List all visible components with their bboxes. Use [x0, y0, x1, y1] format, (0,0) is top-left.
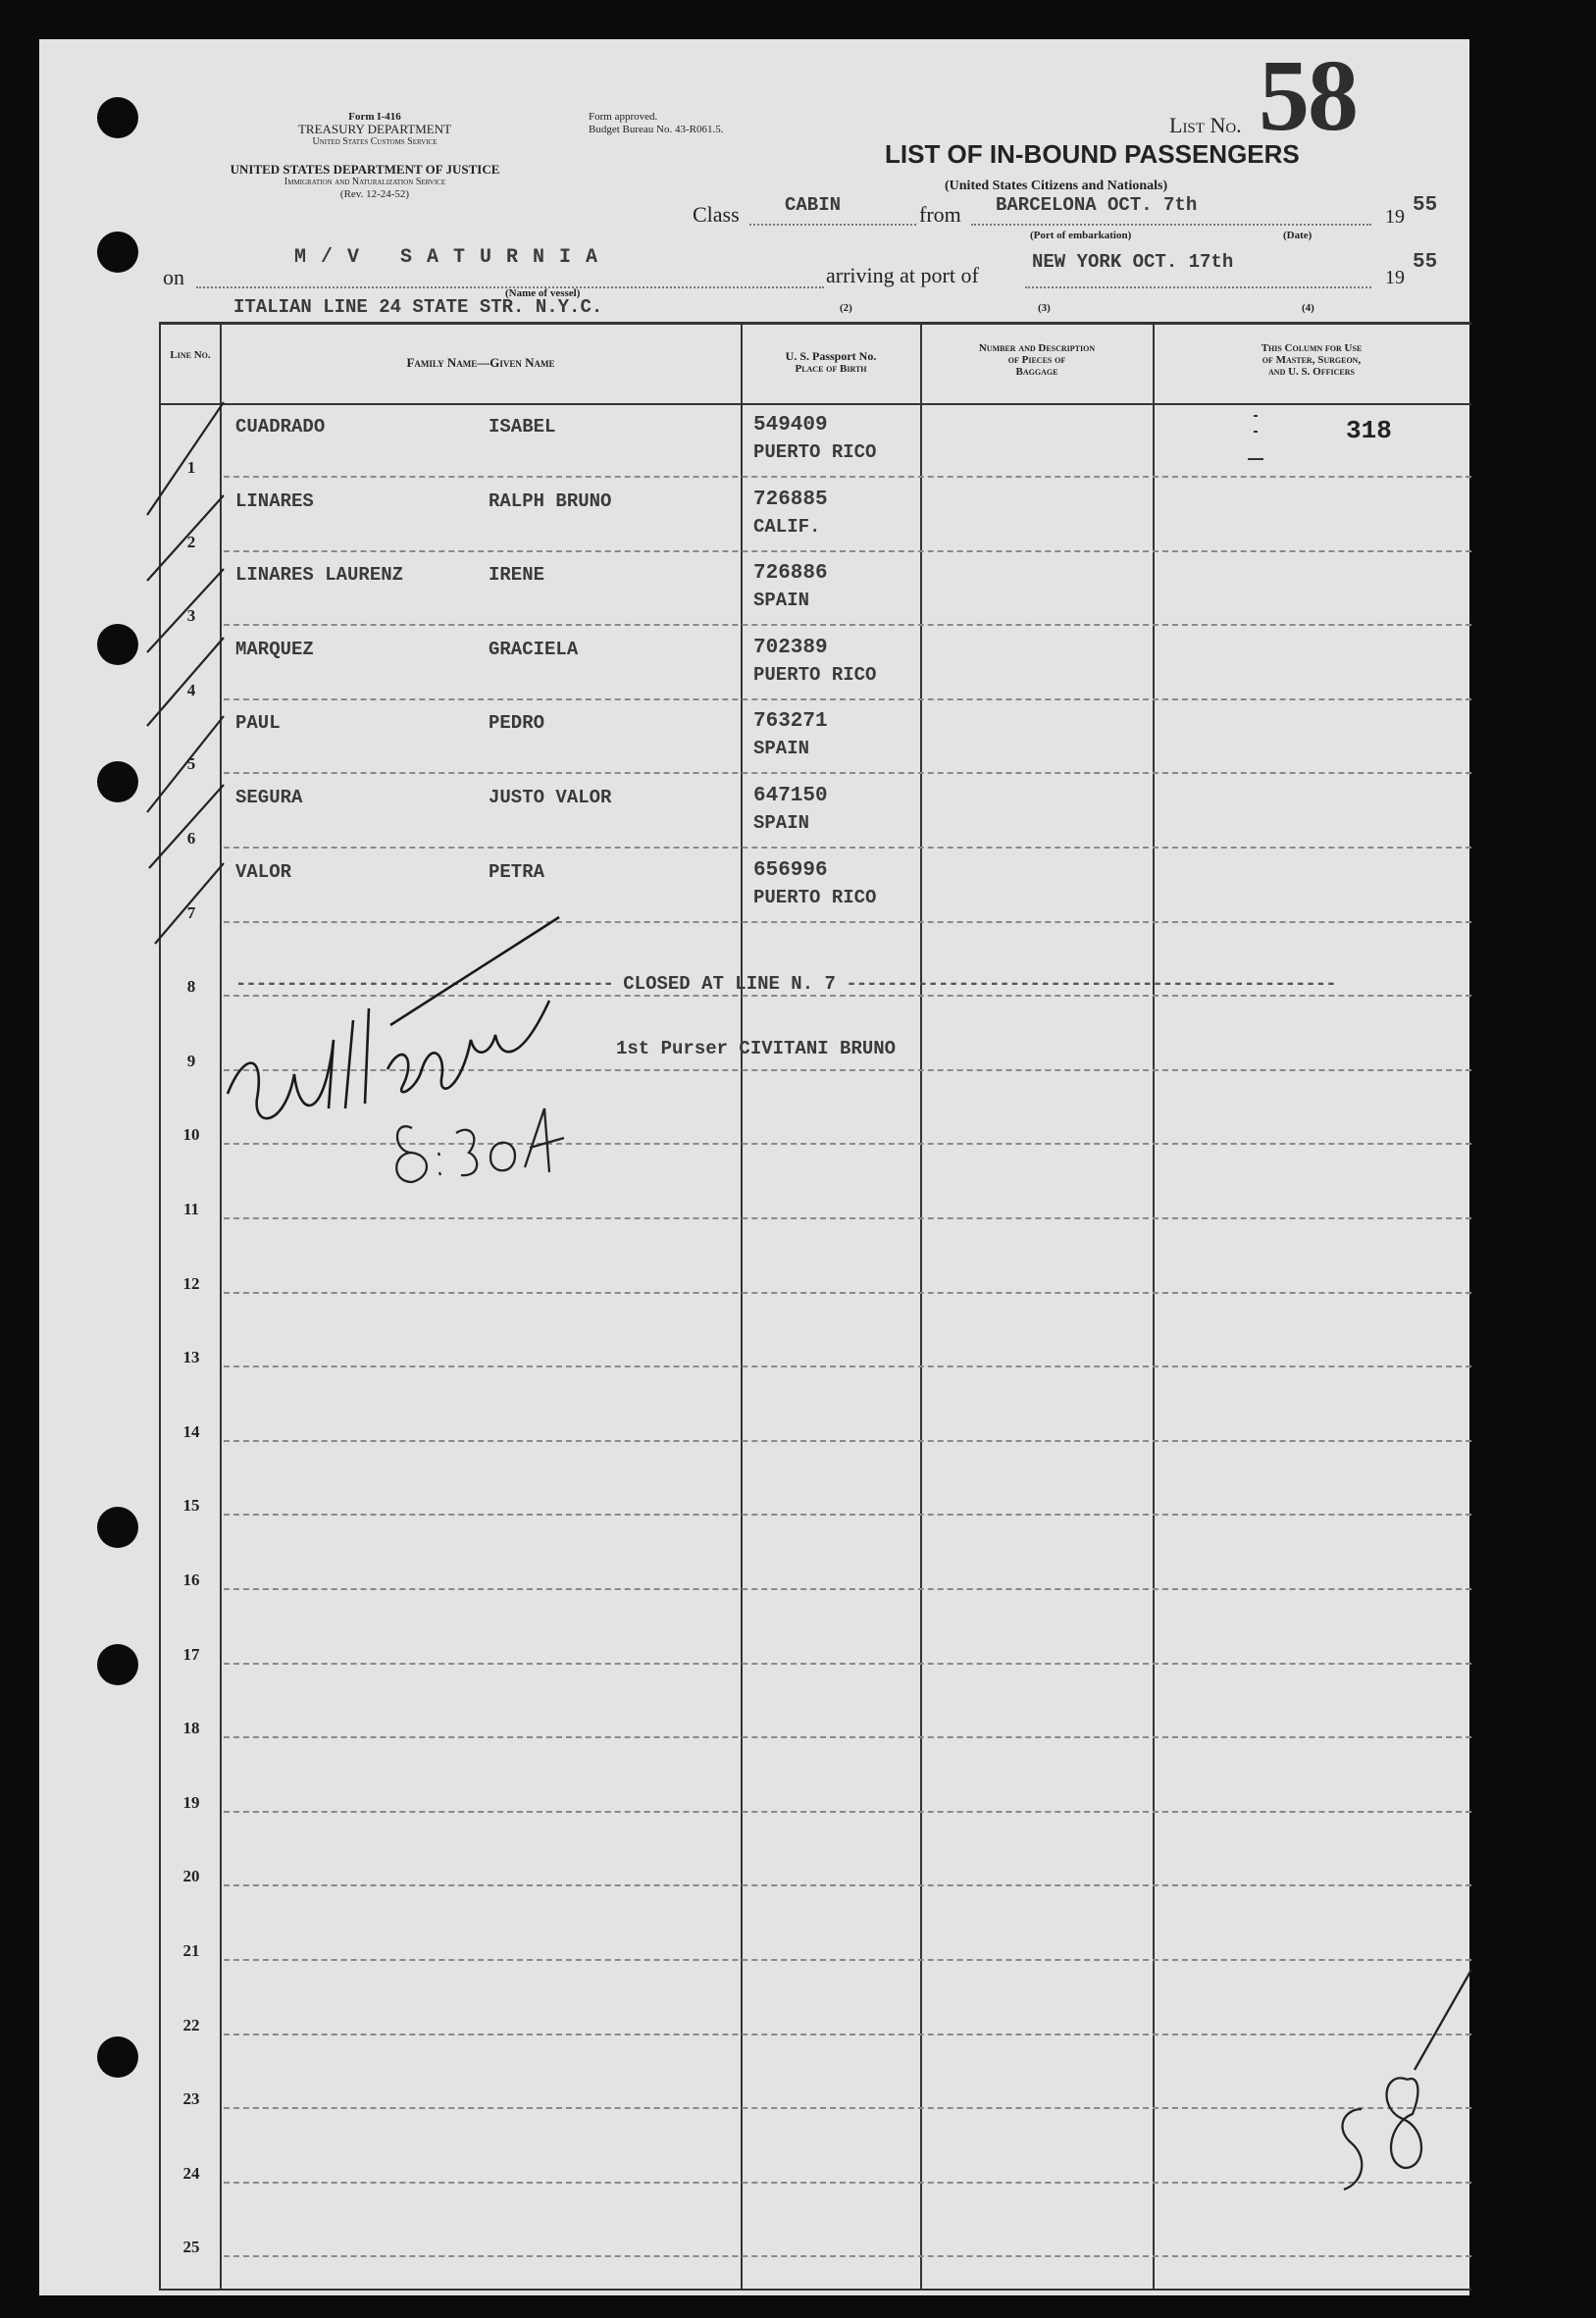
line-number: 6: [186, 829, 196, 848]
line-number: 25: [182, 2238, 200, 2257]
place-of-birth: SPAIN: [753, 738, 810, 760]
agent-address: ITALIAN LINE 24 STATE STR. N.Y.C.: [233, 296, 603, 318]
line-number: 2: [186, 532, 196, 551]
family-name: VALOR: [235, 860, 292, 883]
passport-number: 726886: [753, 562, 828, 586]
family-name: LINARES: [235, 489, 314, 512]
line-number: 11: [182, 1200, 200, 1218]
list-no-label: List No.: [1169, 113, 1242, 137]
stamp-time-handwritten: [396, 1108, 564, 1182]
port-embark-caption: (Port of embarkation): [1030, 230, 1132, 241]
passport-number: 647150: [753, 785, 828, 807]
year-prefix-1: 19: [1385, 206, 1405, 228]
place-of-birth: PUERTO RICO: [753, 441, 877, 463]
arriving-label: arriving at port of: [826, 263, 979, 287]
line-number: 14: [182, 1421, 200, 1441]
line-number: 10: [182, 1125, 200, 1145]
form-title: LIST OF IN-BOUND PASSENGERS: [885, 139, 1300, 169]
form-subtitle: (United States Citizens and Nationals): [945, 179, 1168, 193]
place-of-birth: PUERTO RICO: [753, 663, 877, 686]
header-line-no: Line No.: [170, 349, 211, 361]
from-value: BARCELONA OCT. 7th: [996, 194, 1198, 216]
date-caption: (Date): [1283, 230, 1313, 241]
line-number: 21: [182, 1941, 200, 1960]
class-label: Class: [693, 202, 740, 227]
treasury-dept: TREASURY DEPARTMENT: [297, 122, 452, 136]
family-name: CUADRADO: [235, 416, 326, 438]
corner-number-handwritten: [1343, 1970, 1471, 2189]
given-name: RALPH BRUNO: [489, 489, 612, 512]
year-1: 55: [1413, 194, 1438, 217]
place-of-birth: SPAIN: [753, 590, 810, 612]
line-number: 19: [182, 1792, 200, 1812]
header-name: Family Name—Given Name: [406, 355, 555, 370]
column-no-2: (2): [840, 302, 852, 314]
revision: (Rev. 12-24-52): [339, 188, 410, 200]
line-number: 23: [182, 2089, 200, 2109]
closed-text: CLOSED AT LINE N. 7: [623, 973, 836, 995]
family-name: PAUL: [235, 712, 281, 735]
column-no-3: (3): [1038, 302, 1051, 314]
place-of-birth: SPAIN: [753, 812, 810, 834]
officer-column-ticks: [1248, 416, 1263, 459]
line-number: 1: [186, 458, 196, 477]
given-name: GRACIELA: [489, 638, 579, 660]
class-value: CABIN: [785, 194, 842, 216]
line-number: 22: [182, 2015, 200, 2035]
given-name: ISABEL: [489, 416, 556, 438]
passport-number: 702389: [753, 636, 828, 659]
place-of-birth: CALIF.: [753, 515, 821, 538]
form-approved: Form approved.: [589, 111, 658, 123]
given-name: IRENE: [489, 564, 545, 587]
header-baggage-3: Baggage: [1015, 366, 1058, 378]
header-officers-3: and U. S. Officers: [1268, 366, 1355, 378]
passport-number: 763271: [753, 710, 828, 734]
line-number: 5: [186, 754, 196, 774]
customs-service: United States Customs Service: [312, 136, 438, 147]
family-name: LINARES LAURENZ: [235, 564, 404, 587]
line-number: 20: [182, 1867, 200, 1886]
form-id: Form I-416: [348, 111, 401, 123]
given-name: PETRA: [489, 860, 545, 883]
officer-note: 318: [1346, 416, 1392, 445]
passport-number: 726885: [753, 488, 828, 511]
line-number: 24: [182, 2163, 200, 2183]
line-number: 4: [186, 680, 196, 699]
vessel-name: M/V SATURNIA: [294, 246, 613, 269]
check-marks: [147, 402, 224, 944]
given-name: PEDRO: [489, 712, 545, 735]
year-2: 55: [1413, 251, 1438, 274]
arrival-port: NEW YORK OCT. 17th: [1032, 251, 1234, 273]
header-baggage-1: Number and Description: [978, 342, 1096, 354]
signature-icon: [228, 917, 559, 1118]
passport-number: 549409: [753, 414, 828, 437]
closed-at-line-note: ------------------------------------- CLOSED AT LINE N. 7 ------------------------------------------------: [235, 973, 1336, 995]
ins-service: Immigration and Naturalization Service: [283, 177, 446, 187]
line-number: 7: [186, 902, 196, 922]
on-label: on: [163, 265, 184, 289]
line-number: 18: [182, 1719, 200, 1738]
column-no-4: (4): [1302, 302, 1314, 314]
header-baggage-2: of Pieces of: [1007, 354, 1066, 366]
line-number: 13: [182, 1348, 200, 1367]
line-number: 16: [182, 1571, 200, 1589]
purser-note: 1st Purser CIVITANI BRUNO: [616, 1038, 897, 1059]
vessel-caption: (Name of vessel): [505, 287, 581, 299]
header-officers-1: This Column for Use: [1261, 342, 1363, 354]
header-passport: U. S. Passport No.: [785, 349, 877, 363]
line-number: 17: [182, 1644, 200, 1664]
list-number: 58: [1259, 39, 1357, 152]
header-officers-2: of Master, Surgeon,: [1261, 354, 1362, 366]
family-name: SEGURA: [235, 787, 303, 808]
line-number: 12: [182, 1273, 200, 1293]
header-birthplace: Place of Birth: [795, 363, 867, 375]
line-number: 8: [186, 977, 196, 997]
line-number: 9: [186, 1051, 196, 1070]
line-number: 15: [182, 1496, 200, 1516]
year-prefix-2: 19: [1385, 267, 1405, 288]
from-label: from: [919, 202, 961, 227]
given-name: JUSTO VALOR: [489, 787, 612, 808]
line-number: 3: [186, 606, 196, 626]
budget-bureau: Budget Bureau No. 43-R061.5.: [589, 124, 724, 135]
family-name: MARQUEZ: [235, 638, 314, 660]
justice-dept: UNITED STATES DEPARTMENT OF JUSTICE: [230, 162, 500, 177]
passport-number: 656996: [753, 858, 828, 882]
place-of-birth: PUERTO RICO: [753, 886, 877, 908]
